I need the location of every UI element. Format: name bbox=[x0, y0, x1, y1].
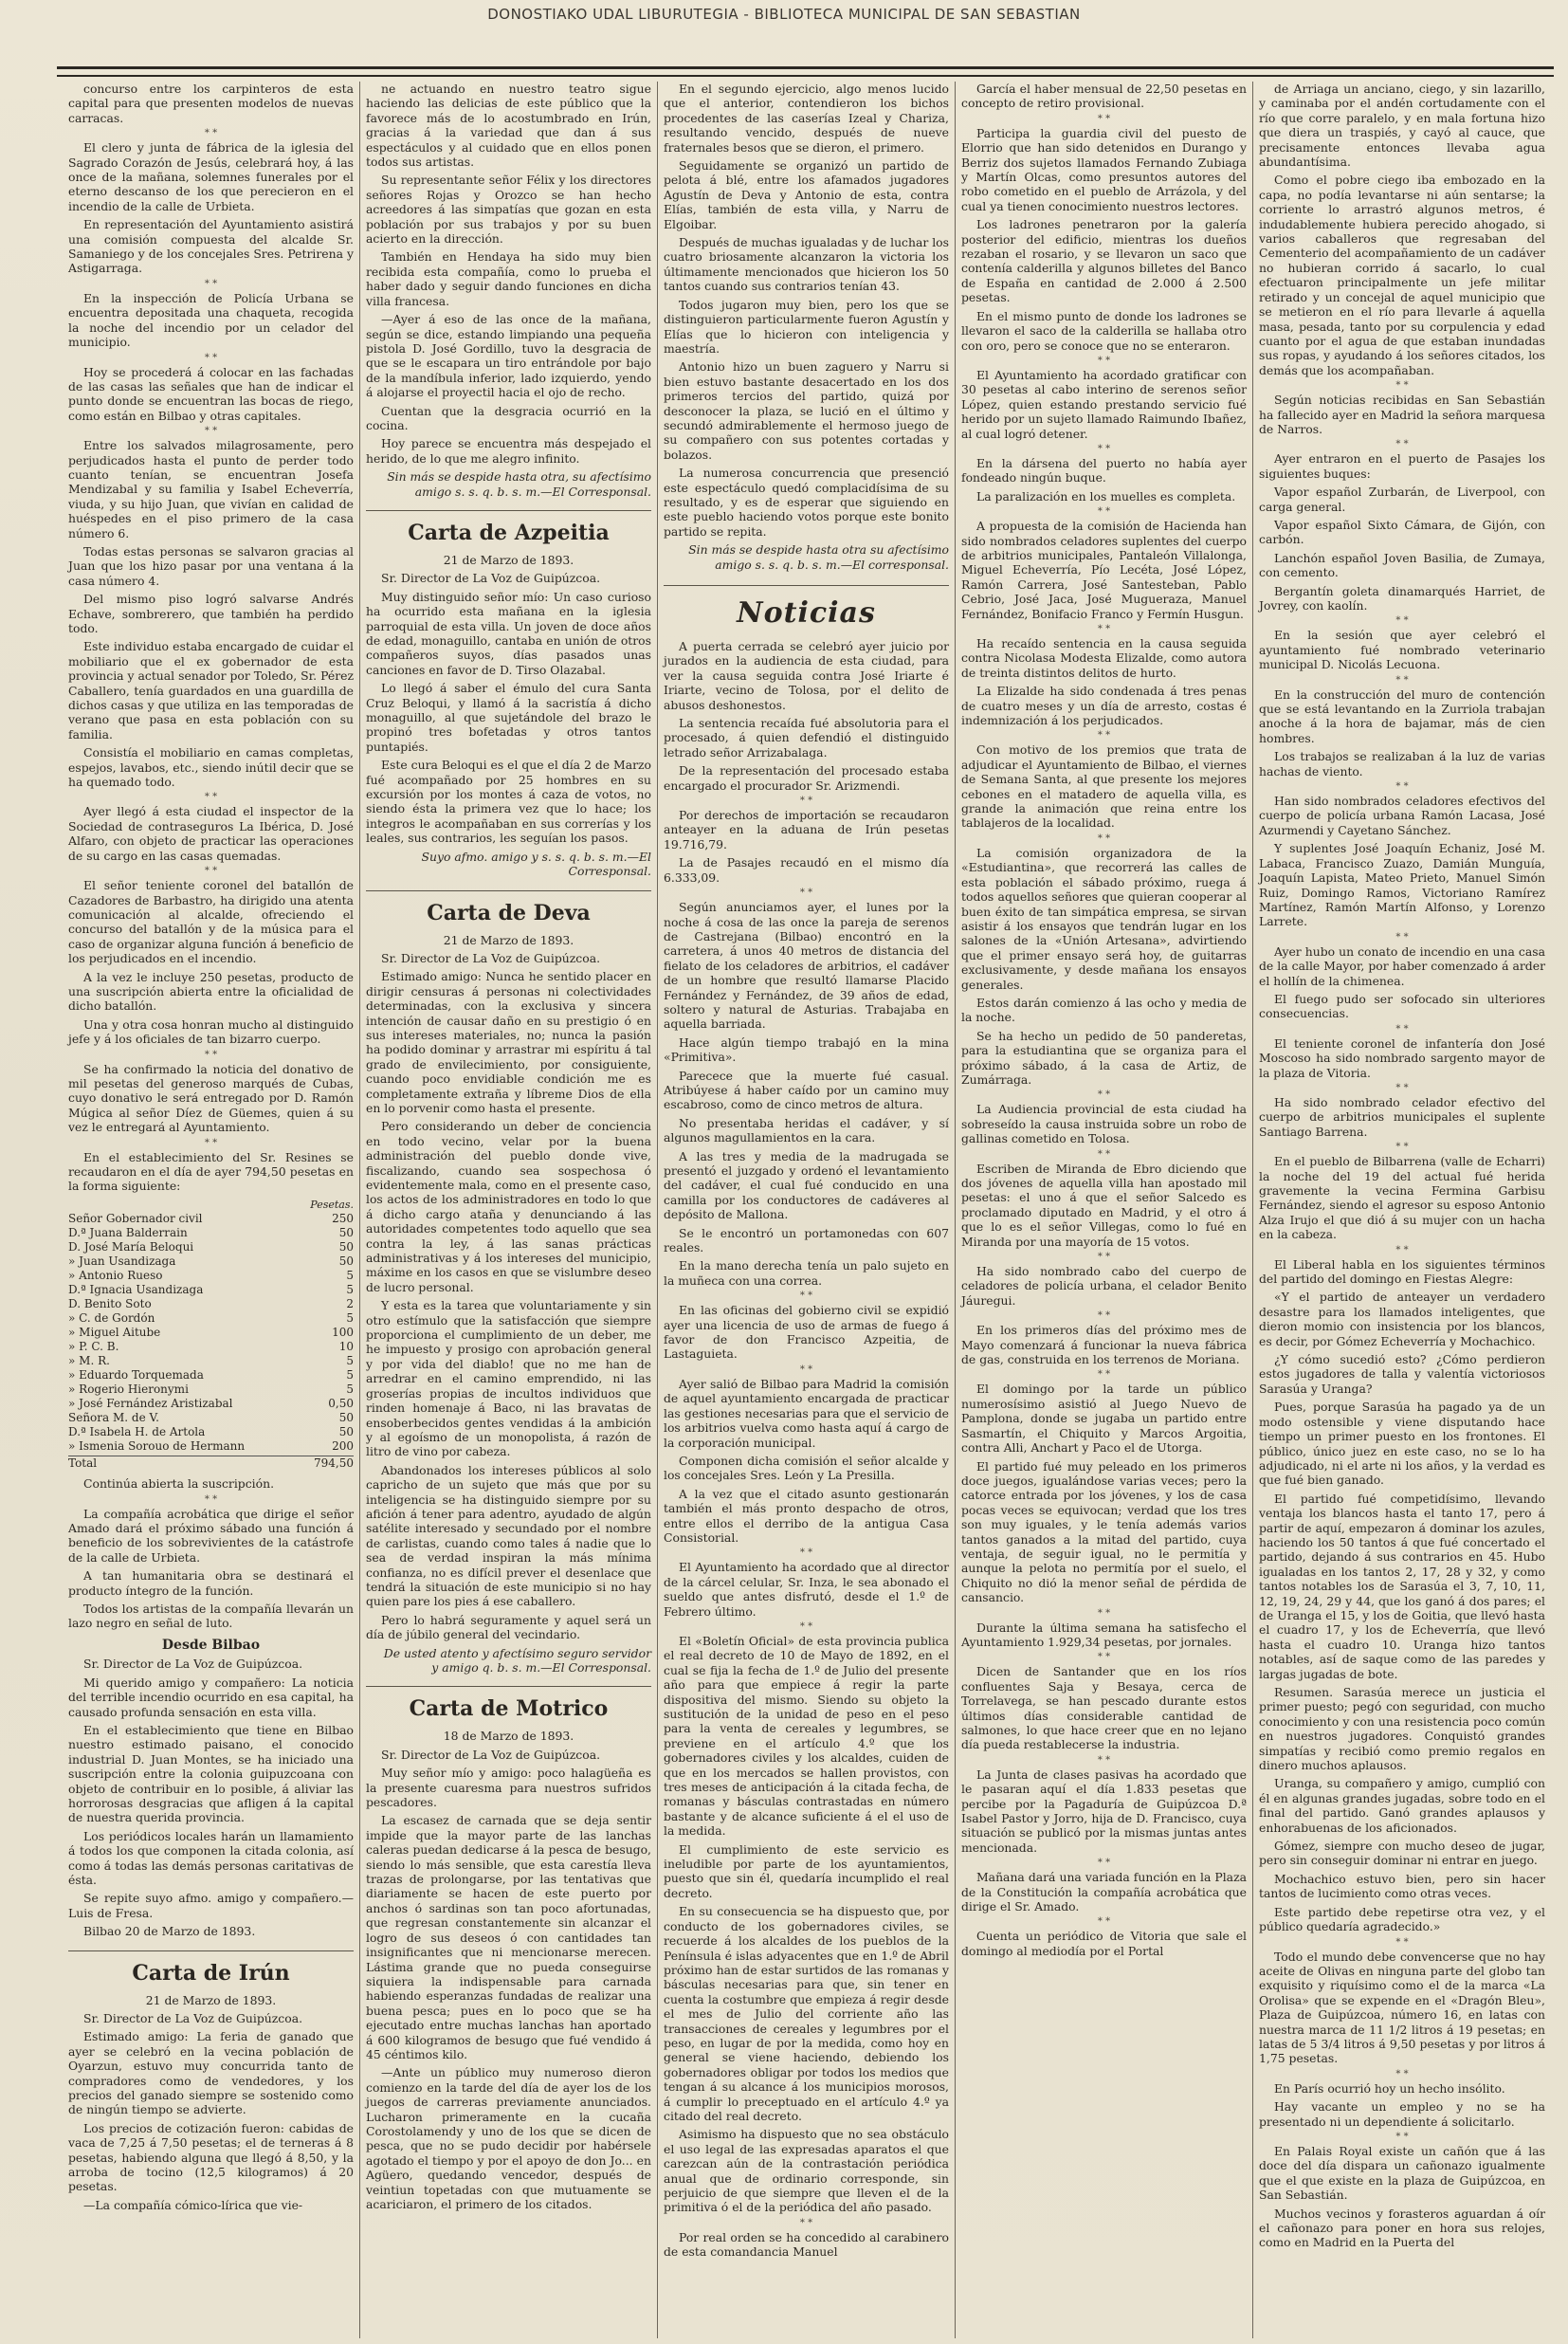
paragraph: De la representación del procesado estaba encargado el procurador Sr. Arizmendi. bbox=[664, 763, 949, 793]
salutation: Sr. Director de La Voz de Guipúzcoa. bbox=[381, 1747, 601, 1762]
paragraph: La numerosa concurrencia que presenció este espectáculo quedó complacidísima de su resultado, y es de esperar que siguiendo en este pueblo haciendo votos porque este bonito partido se repita. bbox=[664, 466, 949, 539]
paragraph: El partido fué muy peleado en los primeros doce juegos, igualándose varias veces; pero la catorce entrada por los jóvenes, y los de casa pocas veces se equivocan; verdad que los tres son muy iguales, y le tenía además varios tantos ganados a la mitad del partido, cuya ventaja, de seguir igual, no le permitía y aunque la pelota no permitía por el suelo, el Chiquito no dió la menor señal de pérdida de cansancio. bbox=[961, 1458, 1247, 1605]
paragraph: concurso entre los carpinteros de esta capital para que presenten modelos de nuevas carracas. bbox=[68, 82, 354, 125]
column-5 bbox=[1253, 82, 1551, 2338]
separator: * * bbox=[204, 352, 218, 363]
donation-row bbox=[68, 1411, 354, 1425]
donor-name: » P. C. B. bbox=[68, 1340, 119, 1354]
paragraph: Por derechos de importación se recaudaron anteayer en la aduana de Irún pesetas 19.716,79. bbox=[664, 808, 949, 852]
dateline: 21 de Marzo de 1893. bbox=[145, 1992, 277, 2007]
paragraph: A la vez que el citado asunto gestionarán también el más pronto despacho de otros, entre ellos el derribo de la antigua Casa Consistorial. bbox=[664, 1486, 949, 1545]
paragraph: Pues, porque Sarasúa ha pagado ya de un modo ostensible y viene disputando hace tiempo un primer puesto en los frontones. El público, único juez en este caso, no se lo ha adjudicado, ni el arte ni los años, y la verdad es que fué bien ganado. bbox=[1259, 1400, 1545, 1488]
paragraph: Seguidamente se organizó un partido de pelota á blé, entre los afamados jugadores Agustín de Deva y Antonio de esta, contra Elías, también de esta villa, y Narru de Elgoibar. bbox=[664, 158, 949, 231]
donation-row bbox=[68, 1297, 354, 1311]
separator: * * bbox=[1097, 1090, 1111, 1101]
donor-name: » M. R. bbox=[68, 1354, 110, 1368]
paragraph: En las oficinas del gobierno civil se expidió ayer una licencia de uso de armas de fuego á favor de don Francisco Azpeitia, de Lastaguieta. bbox=[664, 1303, 949, 1362]
paragraph: Pero lo habrá seguramente y aquel será un día de júbilo general del vecindario. bbox=[366, 1612, 651, 1642]
paragraph: Ayer salió de Bilbao para Madrid la comisión de aquel ayuntamiento encargada de practicar las gestiones necesarias para que el servicio de los arbitrios vuelva como hasta aquí á cargo de la corporación municipal. bbox=[664, 1376, 949, 1450]
paragraph: A la vez le incluye 250 pesetas, producto de una suscripción abierta entre la oficialidad de dicho batallón. bbox=[68, 969, 354, 1014]
paragraph: Todas estas personas se salvaron gracias al Juan que los hizo pasar por una ventana á la casa número 4. bbox=[68, 543, 354, 588]
separator: * * bbox=[1395, 2131, 1409, 2142]
donation-row bbox=[68, 1439, 354, 1454]
donation-amount: 50 bbox=[338, 1425, 354, 1439]
donation-row bbox=[68, 1212, 354, 1226]
paragraph: Ha sido nombrado celador efectivo del cuerpo de arbitrios municipales el suplente Santiago Barrena. bbox=[1259, 1094, 1545, 1139]
paragraph: Todos los artistas de la compañía llevarán un lazo negro en señal de luto. bbox=[68, 1602, 354, 1631]
signature: Sin más se despide hasta otra su afectísimo amigo s. s. q. b. s. m.—El corresponsal. bbox=[688, 542, 949, 572]
paragraph: Muy señor mío y amigo: poco halagüeña es la presente cuaresma para nuestros sufridos pescadores. bbox=[366, 1766, 651, 1810]
section-heading-bilbao: Desde Bilbao bbox=[161, 1637, 261, 1653]
donation-amount: 5 bbox=[346, 1269, 354, 1283]
donor-name: » Antonio Rueso bbox=[68, 1269, 163, 1283]
paragraph: Ha recaído sentencia en la causa seguida contra Nicolasa Modesta Elizalde, como autora de treinta distintos delitos de hurto. bbox=[961, 636, 1247, 680]
donation-amount: 50 bbox=[338, 1411, 354, 1425]
donation-row bbox=[68, 1326, 354, 1340]
donation-amount: 10 bbox=[338, 1340, 354, 1354]
paragraph: La paralización en los muelles es completa. bbox=[976, 488, 1236, 504]
donation-amount: 2 bbox=[346, 1297, 354, 1311]
paragraph: Este individuo estaba encargado de cuidar el mobiliario que el ex gobernador de esta provincia y actual senador por Toledo, Sr. Pérez Caballero, tenía guardados en una guardilla de dichos casas y que utiliza en las temporadas de verano que pasa en esta población con su familia. bbox=[68, 639, 354, 742]
paragraph: El «Boletín Oficial» de esta provincia publica el real decreto de 10 de Mayo de 1892, en el cual se fija la fecha de 1.º de Julio del presente año para que empiece á regir la parte dispositiva del mismo. Siendo su objeto la sustitución de la unidad de peso en el peso para la venta de cereales y legumbres, se previene en el artículo 4.º que los gobernadores civiles y los alcaldes, cuiden de que en los mercados se hallen provistos, con tres meses de anticipación á la citada fecha, de romanas y básculas contrastadas en número bastante y de alcance suficiente á el el uso de la medida. bbox=[664, 1633, 949, 1839]
paragraph: Vapor español Sixto Cámara, de Gijón, con carbón. bbox=[1259, 517, 1545, 547]
paragraph: No presentaba heridas el cadáver, y sí algunos magullamientos en la cara. bbox=[664, 1115, 949, 1145]
paragraph: En los primeros días del próximo mes de Mayo comenzará á funcionar la nueva fábrica de gas, construida en los terrenos de Moriana. bbox=[961, 1323, 1247, 1367]
salutation: Sr. Director de La Voz de Guipúzcoa. bbox=[83, 1657, 303, 1672]
signature: Sin más se despide hasta otra, su afectísimo amigo s. s. q. b. s. m.—El Corresponsal. bbox=[387, 469, 651, 499]
salutation: Sr. Director de La Voz de Guipúzcoa. bbox=[83, 2011, 303, 2025]
donation-amount: 5 bbox=[346, 1383, 354, 1397]
paragraph: En la dársena del puerto no había ayer fondeado ningún buque. bbox=[961, 455, 1247, 485]
separator: * * bbox=[1097, 1148, 1111, 1160]
column-3 bbox=[658, 82, 956, 2338]
paragraph: Hoy parece se encuentra más despejado el herido, de lo que me alegro infinito. bbox=[366, 436, 651, 466]
donation-amount: 5 bbox=[346, 1368, 354, 1383]
separator: * * bbox=[1395, 615, 1409, 627]
donor-name: » Rogerio Hieronymi bbox=[68, 1383, 189, 1397]
paragraph: Se repite suyo afmo. amigo y compañero.—Luis de Fresa. bbox=[68, 1891, 354, 1920]
donor-name: » José Fernández Aristizabal bbox=[68, 1397, 233, 1411]
donation-row bbox=[68, 1397, 354, 1411]
paragraph: Componen dicha comisión el señor alcalde y los concejales Sres. León y La Presilla. bbox=[664, 1453, 949, 1483]
separator: * * bbox=[799, 1291, 813, 1302]
paragraph: Después de muchas igualadas y de luchar los cuatro briosamente alcanzaron la victoria los últimamente mencionados que hicieron los 50 tantos cuando sus contrarios tenían 43. bbox=[664, 235, 949, 294]
paragraph: Hace algún tiempo trabajó en la mina «Primitiva». bbox=[664, 1035, 949, 1065]
section-heading-noticias: Noticias bbox=[664, 585, 949, 630]
paragraph: Los ladrones penetraron por la galería posterior del edificio, mientras los dueños rezaban el rosario, y se llevaron un saco que contenía calderilla y algunos billetes del Banco de España en cantidad de 2.000 á 2.500 pesetas. bbox=[961, 217, 1247, 305]
dateline: Bilbao 20 de Marzo de 1893. bbox=[83, 1924, 256, 1939]
separator: * * bbox=[1097, 624, 1111, 634]
separator: * * bbox=[1097, 833, 1111, 844]
separator: * * bbox=[204, 1049, 218, 1060]
paragraph: El partido fué competidísimo, llevando ventaja los blancos hasta el tanto 17, pero á partir de aquí, empezaron á dominar los azules, haciendo los 50 tantos á que fué concertado el partido, dejando á sus contrarios en 45. Hubo igualadas en los tantos 2, 17, 28 y 32, y como tantos notables los de Sarasúa el 3, 7, 10, 11, 12, 19, 24, 29 y 44, que los ganó á dos pares; el de Uranga el 15, y los de Goitia, que llevó hasta el cuadro 17, y los de Echeverría, que llevó hasta el cuadro 10. Uranga hizo tantos notables, así de saque como de las paredes y largas jugadas de bote. bbox=[1259, 1491, 1545, 1681]
separator: * * bbox=[1395, 781, 1409, 793]
paragraph: Hoy se procederá á colocar en las fachadas de las casas las señales que han de indicar el punto donde se encuentran las bocas de riego, como están en Bilbao y otras capitales. bbox=[68, 364, 354, 423]
paragraph: Consistía el mobiliario en camas completas, espejos, lavabos, etc., siendo inútil decir que se ha quemado todo. bbox=[68, 745, 354, 790]
paragraph: Muy distinguido señor mío: Un caso curioso ha ocurrido esta mañana en la iglesia parroquial de esta villa. Un joven de doce años de edad, monaguillo, cantaba en unión de otros compañeros suyos, días pasados unas canciones en favor de D. Tirso Olazabal. bbox=[366, 589, 651, 677]
paragraph: Entre los salvados milagrosamente, pero perjudicados hasta el punto de perder todo cuanto tenían, se encuentran Josefa Mendizabal y su familia y Isabel Echeverría, viuda, y su hijo Juan, que vivían en calidad de huéspedes en el piso primero de la casa número 6. bbox=[68, 438, 354, 540]
paragraph: En su consecuencia se ha dispuesto que, por conducto de los gobernadores civiles, se recuerde á los alcaldes de los pueblos de la Península é islas adyacentes que en 1.º de Abril próximo han de estar surtidos de las romanas y básculas necesarias para que, sin tener en cuenta la costumbre que empieza á regir desde el mes de Julio del corriente año las transacciones de cereales y legumbres por el peso, en lugar de por la medida, como hoy en general se viene haciendo, debiendo los gobernadores obligar por todos los medios que tengan á su alcance á los municipios morosos, á cumplir lo preceptuado en el artículo 4.º ya citado del real decreto. bbox=[664, 1904, 949, 2123]
paragraph: Gómez, siempre con mucho deseo de jugar, pero sin conseguir dominar ni entrar en juego. bbox=[1259, 1839, 1545, 1868]
separator: * * bbox=[799, 796, 813, 807]
separator: * * bbox=[1097, 443, 1111, 454]
separator: * * bbox=[1097, 1858, 1111, 1869]
separator: * * bbox=[1395, 2068, 1409, 2079]
signature: De usted atento y afectísimo seguro servidor y amigo q. b. s. m.—El Corresponsal. bbox=[383, 1645, 651, 1675]
separator: * * bbox=[799, 1364, 813, 1375]
separator: * * bbox=[204, 426, 218, 437]
paragraph: En representación del Ayuntamiento asistirá una comisión compuesta del alcalde Sr. Samaniego y de los concejales Sres. Petrirena y Astigarraga. bbox=[68, 217, 354, 276]
paragraph: Dicen de Santander que en los ríos confluentes Saja y Besaya, cerca de Torrelavega, se han pescado durante estos últimos días considerable cantidad de salmones, lo que hace creer que en no lejano día pueda restablecerse la industria. bbox=[961, 1664, 1247, 1752]
separator: * * bbox=[799, 1621, 813, 1632]
paragraph: García el haber mensual de 22,50 pesetas en concepto de retiro provisional. bbox=[961, 82, 1247, 111]
donation-row bbox=[68, 1354, 354, 1368]
donor-name: » C. de Gordón bbox=[68, 1311, 155, 1326]
separator: * * bbox=[1395, 1082, 1409, 1093]
paragraph: Los periódicos locales harán un llamamiento á todos los que componen la citada colonia, así como á todas las demás personas caritativas de ésta. bbox=[68, 1828, 354, 1887]
section-heading-irun: Carta de Irún bbox=[68, 1950, 354, 1986]
paragraph: El clero y junta de fábrica de la iglesia del Sagrado Corazón de Jesús, celebrará hoy, á las once de la mañana, solemnes funerales por el eterno descanso de los que perecieron en el incendio de la calle de Urbieta. bbox=[68, 140, 354, 213]
section-heading-motrico: Carta de Motrico bbox=[366, 1686, 651, 1721]
paragraph: Por real orden se ha concedido al carabinero de esta comandancia Manuel bbox=[664, 2229, 949, 2260]
donation-row bbox=[68, 1226, 354, 1240]
separator: * * bbox=[1097, 1369, 1111, 1381]
paragraph: El teniente coronel de infantería don José Moscoso ha sido nombrado sargento mayor de la plaza de Vitoria. bbox=[1259, 1035, 1545, 1080]
paragraph: «Y el partido de anteayer un verdadero desastre para los llamados inteligentes, que dieron momio con insistencia por los blancos, es decir, por Gómez Echeverría y Mochachico. bbox=[1259, 1290, 1545, 1348]
paragraph: Ayer entraron en el puerto de Pasajes los siguientes buques: bbox=[1259, 451, 1545, 481]
paragraph: En el pueblo de Bilbarrena (valle de Echarri) la noche del 19 del actual fué herida gravemente la vecina Fermina Garbisu Fernández, siendo el agresor su esposo Antonio Alza Irujo el que dió á su mujer con un hacha en la cabeza. bbox=[1259, 1154, 1545, 1242]
salutation: Sr. Director de La Voz de Guipúzcoa. bbox=[381, 571, 601, 586]
donor-name: D.ª Juana Balderrain bbox=[68, 1226, 188, 1240]
paragraph: Antonio hizo un buen zaguero y Narru si bien estuvo bastante desacertado en los dos primeros tercios del partido, quizá por desconocer la plaza, se lució en el último y secundó admirablemente el hermoso juego de su compañero con sus potentes cortadas y bolazos. bbox=[664, 359, 949, 462]
paragraph: Y suplentes José Joaquín Echaniz, José M. Labaca, Francisco Zuazo, Damián Munguía, Joaquín Lapista, Mateo Prieto, Manuel Simón Ruiz, Domingo Ramos, Victoriano Ramírez Martínez, Ramón Martín Alfonso, y Lorenzo Larrete. bbox=[1259, 841, 1545, 929]
dateline: 21 de Marzo de 1893. bbox=[443, 932, 574, 947]
separator: * * bbox=[204, 866, 218, 877]
donation-amount: 5 bbox=[346, 1283, 354, 1297]
paragraph: Mi querido amigo y compañero: La noticia del terrible incendio ocurrido en esa capital, ha causado profunda sensación en esta villa. bbox=[68, 1675, 354, 1719]
donation-list bbox=[68, 1198, 354, 1471]
paragraph: En la inspección de Policía Urbana se encuentra depositada una chaqueta, recogida la noche del incendio por un celador del municipio. bbox=[68, 290, 354, 350]
paragraph: El Ayuntamiento ha acordado que al director de la cárcel celular, Sr. Inza, le sea abonado el sueldo que antes disfrutó, desde el 1.º de Febrero último. bbox=[664, 1560, 949, 1619]
paragraph: ne actuando en nuestro teatro sigue haciendo las delicias de este público que la favorece más de lo acostumbrado en Irún, gracias á la variedad que dan á sus espectáculos y al cuidado que en ellos ponen todos sus artistas. bbox=[366, 82, 651, 170]
paragraph: Abandonados los intereses públicos al solo capricho de un sujeto que más que por su inteligencia se ha distinguido siempre por su afición á tener para adentro, ayudado de algún satélite interesado y secundado por el nombre de carlistas, cuando como tales á nadie que lo sea de verdad inspiran la más mínima confianza, no es difícil prever el desenlace que tendrá la situación de este municipio si no hay quien pare los pies á ese caballero. bbox=[366, 1462, 651, 1609]
separator: * * bbox=[1395, 1936, 1409, 1948]
paragraph: Uranga, su compañero y amigo, cumplió con él en algunas grandes jugadas, sobre todo en el final del partido. Ganó grandes aplausos y enhorabuenas de los aficionados. bbox=[1259, 1776, 1545, 1835]
donor-name: Señor Gobernador civil bbox=[68, 1212, 203, 1226]
donation-row bbox=[68, 1240, 354, 1254]
paragraph: El fuego pudo ser sofocado sin ulteriores consecuencias. bbox=[1259, 991, 1545, 1021]
separator: * * bbox=[204, 128, 218, 139]
paragraph: En Palais Royal existe un cañón que á las doce del día dispara un cañonazo igualmente que el que existe en la plaza de Guipúzcoa, en San Sebastián. bbox=[1259, 2143, 1545, 2203]
list-header: Pesetas. bbox=[310, 1198, 354, 1211]
paragraph: Ha sido nombrado cabo del cuerpo de celadores de policía urbana, el celador Benito Jáuregui. bbox=[961, 1264, 1247, 1308]
paragraph: Como el pobre ciego iba embozado en la capa, no podía levantarse ni aún sentarse; la corriente lo arrastró algunos metros, é indudablemente hubiera perecido ahogado, si varios caballeros que regresaban del Cementerio del acompañamiento de un cadáver no hubieran corrido á sacarlo, lo cual efectuaron principalmente un jefe militar retirado y un concejal de aquel municipio que se metieron en el río para llevarle á aquella masa, pesada, tanto por su corpulencia y edad cuanto por el agua de que estaban inundadas sus ropas, y ayudando á los señores citados, los demás que los acompañaban. bbox=[1259, 173, 1545, 377]
paragraph: Pero considerando un deber de conciencia en todo vecino, velar por la buena administración del pueblo donde vive, fiscalizando, cuando sea sospechosa ó evidentemente mala, como en el presente caso, los actos de los administradores en todo lo que á dicho cargo ataña y denunciando á las autoridades competentes todo aquello que sea contra la ley, á las sanas prácticas administrativas y á los intereses del municipio, máxime en los casos en que se vislumbre deseo de lucro personal. bbox=[366, 1119, 651, 1294]
paragraph: En París ocurrió hoy un hecho insólito. bbox=[1274, 2080, 1505, 2096]
paragraph: El cumplimiento de este servicio es ineludible por parte de los ayuntamientos, puesto que sin él, quedaría incumplido el real decreto. bbox=[664, 1841, 949, 1900]
paragraph: Una y otra cosa honran mucho al distinguido jefe y á los oficiales de tan bizarro cuerpo. bbox=[68, 1016, 354, 1047]
separator: * * bbox=[1395, 1142, 1409, 1153]
separator: * * bbox=[1097, 1652, 1111, 1663]
donation-amount: 5 bbox=[346, 1354, 354, 1368]
paragraph: Estimado amigo: Nunca he sentido placer en dirigir censuras á personas ni colectividades determinadas, con la exclusiva y sincera intención de causar daño en su prestigio ó en sus intereses materiales, no; nunca la pasión ha podido dominar y arrastrar mi espíritu á tal grado de envilecimiento, por consiguiente, cuando poco envidiable condición me es completamente extraña y líbreme Dios de ella en lo porvenir como hasta el presente. bbox=[366, 969, 651, 1115]
separator: * * bbox=[204, 1137, 218, 1148]
paragraph: Este cura Beloqui es el que el día 2 de Marzo fué acompañado por 25 hombres en su excursión por los montes á caza de votos, no siendo ésta la primera vez que lo hace; los integros le acompañaban en sus correrías y los leales, sus contrarios, les seguían los pasos. bbox=[366, 758, 652, 846]
separator: * * bbox=[204, 1493, 218, 1505]
paragraph: Bergantín goleta dinamarqués Harriet, de Jovrey, con kaolín. bbox=[1259, 583, 1545, 613]
paragraph: La comisión organizadora de la «Estudiantina», que recorrerá las calles de esta población el sábado próximo, ruega á todos aquellos señores que quieran cooperar al buen éxito de tan simpática empresa, se sirvan asistir á los ensayos que tendrán lugar en los salones de la «Unión Artesana», advirtiendo que el primer ensayo será hoy, de guitarras exclusivamente, y desde mañana los ensayos generales. bbox=[961, 845, 1247, 992]
paragraph: Todo el mundo debe convencerse que no hay aceite de Olivas en ninguna parte del globo tan exquisito y riquísimo como el de la marca «La Orolisa» que se expende en el «Dragón Bleu», Plaza de Guipúzcoa, número 16, en latas con nuestra marca de 11 1/2 litros á 19 pesetas; en latas de 5 3/4 litros á 9,50 pesetas y por litros á 1,75 pesetas. bbox=[1259, 1949, 1545, 2066]
paragraph: Ayer llegó á esta ciudad el inspector de la Sociedad de contraseguros La Ibérica, D. José Alfaro, con objeto de practicar las operaciones de su cargo en las casas quemadas. bbox=[68, 804, 354, 863]
paragraph: Estos darán comienzo á las ocho y media de la noche. bbox=[961, 995, 1247, 1025]
donor-name: D. José María Beloqui bbox=[68, 1240, 194, 1254]
separator: * * bbox=[1395, 674, 1409, 686]
donor-name: D.ª Isabela H. de Artola bbox=[68, 1425, 206, 1439]
paragraph: de Arriaga un anciano, ciego, y sin lazarillo, y caminaba por el andén cortudamente con el río que corre paralelo, y en mala fortuna hizo que diera un traspiés, y cayó al cauce, que precisamente entonces llevaba agua abundantísima. bbox=[1259, 82, 1545, 170]
donor-name: » Ismenia Sorouo de Hermann bbox=[68, 1439, 246, 1454]
donor-name: » Eduardo Torquemada bbox=[68, 1368, 204, 1383]
separator: * * bbox=[799, 888, 813, 899]
paragraph: El Ayuntamiento ha acordado gratificar con 30 pesetas al cabo interino de serenos señor López, quien estando prestando servicio fué herido por un sujeto llamado Raimundo Ibañez, al cual logró detener. bbox=[961, 367, 1247, 441]
paragraph: Todos jugaron muy bien, pero los que se distinguieron particularmente fueron Agustín y Elías que lo hicieron con inteligencia y maestría. bbox=[664, 297, 949, 356]
donation-row bbox=[68, 1254, 354, 1269]
paragraph: Han sido nombrados celadores efectivos del cuerpo de policía urbana Ramón Lacasa, José Azurmendi y Cayetano Sánchez. bbox=[1259, 794, 1545, 837]
top-rule bbox=[57, 66, 1554, 77]
donation-amount: 200 bbox=[332, 1439, 354, 1454]
dateline: 18 de Marzo de 1893. bbox=[443, 1729, 574, 1744]
donation-amount: 250 bbox=[332, 1212, 354, 1226]
paragraph: Resumen. Sarasúa merece un justicia el primer puesto; pegó con seguridad, con mucho conocimiento y con una resistencia poco común en nuestros jugadores. Conquistó grandes simpatías y recibió como premio regalos en dinero muchos aplausos. bbox=[1259, 1685, 1545, 1773]
paragraph: La Audiencia provincial de esta ciudad ha sobreseído la causa instruida sobre un robo de gallinas cometido en Tolosa. bbox=[961, 1102, 1247, 1146]
paragraph: Este partido debe repetirse otra vez, y el público quedaría agradecido.» bbox=[1259, 1904, 1545, 1934]
paragraph: La sentencia recaída fué absolutoria para el procesado, á quien defendió el distinguido letrado señor Arrizabalaga. bbox=[664, 716, 949, 760]
paragraph: Los trabajos se realizaban á la luz de varias hachas de viento. bbox=[1259, 749, 1545, 778]
paragraph: En la sesión que ayer celebró el ayuntamiento fué nombrado veterinario municipal D. Nicolás Lecuona. bbox=[1259, 628, 1545, 672]
paragraph: A las tres y media de la madrugada se presentó el juzgado y ordenó el levantamiento del cadáver, el cual fué conducido en una camilla por los conductores de cadáveres al depósito de Mallona. bbox=[664, 1148, 949, 1222]
paragraph: Los precios de cotización fueron: cabidas de vaca de 7,25 á 7,50 pesetas; el de terneras á 8 pesetas, habiendo alguna que llegó á 8,50, y la arroba de tocino (12,5 kilogramos) á 20 pesetas. bbox=[68, 2120, 354, 2194]
paragraph: A propuesta de la comisión de Hacienda han sido nombrados celadores suplentes del cuerpo de arbitrios municipales, Pantaleón Villalonga, Miguel Echeverría, Pío Lecéta, José López, Ramón Carrera, José Santesteban, Pablo Cebrio, José Jaca, José Mugueraza, Manuel Fernández, Bonifacio Franco y Fermín Husgun. bbox=[961, 519, 1247, 621]
paragraph: Lanchón español Joven Basilia, de Zumaya, con cemento. bbox=[1259, 550, 1545, 580]
donation-row bbox=[68, 1283, 354, 1297]
paragraph: Cuentan que la desgracia ocurrió en la cocina. bbox=[366, 403, 651, 432]
donor-name: Señora M. de V. bbox=[68, 1411, 159, 1425]
paragraph: La Elizalde ha sido condenada á tres penas de cuatro meses y un día de arresto, costas é indemnización á los perjudicados. bbox=[961, 684, 1247, 728]
paragraph: También en Hendaya ha sido muy bien recibida esta compañía, como lo prueba el haber dado y seguir dando funciones en dicha villa francesa. bbox=[366, 249, 651, 308]
donation-amount: 0,50 bbox=[328, 1397, 354, 1411]
donation-row bbox=[68, 1269, 354, 1283]
donation-amount: 50 bbox=[338, 1254, 354, 1269]
paragraph: Y esta es la tarea que voluntariamente y sin otro estímulo que la satisfacción que siempre proporciona el cumplimiento de un deber, me he impuesto y prosigo con aprobación general y por vida del diablo! que no me han de arredrar en el camino emprendido, ni las groserías propias de incultos individuos que rinden homenaje á Baco, ni las bravatas de ensoberbecidos gentes vendidas á la ambición y al egoísmo de un monopolista, á razón de litro de vino por cabeza. bbox=[366, 1298, 651, 1459]
donor-name: » Miguel Aitube bbox=[68, 1326, 161, 1340]
separator: * * bbox=[204, 792, 218, 803]
donor-name: » Juan Usandizaga bbox=[68, 1254, 176, 1269]
paragraph: El Liberal habla en los siguientes términos del partido del domingo en Fiestas Alegre: bbox=[1259, 1256, 1545, 1287]
separator: * * bbox=[1395, 931, 1409, 943]
paragraph: A tan humanitaria obra se destinará el producto íntegro de la función. bbox=[68, 1568, 354, 1598]
paragraph: Durante la última semana ha satisfecho el Ayuntamiento 1.929,34 pesetas, por jornales. bbox=[961, 1620, 1247, 1649]
paragraph: Parecece que la muerte fué casual. Atribúyese á haber caído por un camino muy escabroso, como de cinco metros de altura. bbox=[664, 1068, 949, 1112]
paragraph: Cuenta un periódico de Vitoria que sale el domingo al mediodía por el Portal bbox=[961, 1929, 1247, 1958]
column-2 bbox=[360, 82, 658, 2338]
separator: * * bbox=[1395, 1244, 1409, 1255]
separator: * * bbox=[1097, 506, 1111, 518]
donor-name: D. Benito Soto bbox=[68, 1297, 152, 1311]
paragraph: En la mano derecha tenía un palo sujeto en la muñeca con una correa. bbox=[664, 1258, 949, 1288]
paragraph: Se ha confirmado la noticia del donativo de mil pesetas del generoso marqués de Cubas, cuyo donativo le será entregado por D. Ramón Múgica al señor Díez de Güemes, quien á su vez le entregará al Ayuntamiento. bbox=[68, 1061, 354, 1135]
donation-total bbox=[68, 1456, 354, 1471]
paragraph: La escasez de carnada que se deja sentir impide que la mayor parte de las lanchas caleras puedan dedicarse á la pesca de besugo, siendo lo más sensible, que esta carestía lleva trazas de prolongarse, por las tentativas que diariamente se hacen de este puerto por anchos ó sardinas son tan poco afortunadas, que regresan constantemente sin alcanzar el logro de sus deseos ó con cantidades tan insignificantes que ni mencionarse merecen. Lástima grande que no pueda conseguirse siquiera la indispensable para carnada habiendo esperanzas fundadas de realizar una buena pesca; pues en lo poco que se ha ejecutado entre muchas lanchas han aportado á 600 kilogramos de besugo que fué vendido á 45 céntimos kilo. bbox=[366, 1813, 651, 2061]
paragraph: Según anunciamos ayer, el lunes por la noche á cosa de las once la pareja de serenos de Castrejana (Bilbao) encontró en la carretera, á unos 40 metros de distancia del fielato de los celadores de arbitrios, el cadáver de un hombre que resultó llamarse Placido Fernández y Fernández, de 39 años de edad, soltero y natural de Asturias. Trabajaba en aquella barriada. bbox=[664, 900, 949, 1032]
donation-amount: 50 bbox=[338, 1226, 354, 1240]
paragraph: La Junta de clases pasivas ha acordado que le pasaran aquí el día 1.833 pesetas que percibe por la Pagaduría de Guipúzcoa D.ª Isabel Pastor y Jorro, hija de D. Francisco, cuya situación se publicó por la mismas juntas antes mencionada. bbox=[961, 1767, 1247, 1855]
paragraph: Lo llegó á saber el émulo del cura Santa Cruz Beloqui, y llamó á la sacristía á dicho monaguillo, al que sujetándole del brazo le propinó tres bofetadas y otros tantos puntapiés. bbox=[366, 681, 651, 754]
donation-row bbox=[68, 1368, 354, 1383]
paragraph: —Ante un público muy numeroso dieron comienzo en la tarde del día de ayer los de los juegos de carreras previamente anunciados. Lucharon primeramente en la cucaña Corostolamendy y uno de los que se dicen de pesca, que no se pudo decidir por habérsele agotado el tiempo y por el apoyo de don Jo... en Agüero, quedando vencedor, después de veintiun topetadas con que mutuamente se acariciaron, el primero de los citados. bbox=[366, 2065, 651, 2211]
paragraph: Muchos vecinos y forasteros aguardan á oír el cañonazo para poner en hora sus relojes, como en Madrid en la Puerta del bbox=[1259, 2206, 1545, 2250]
paragraph: Escriben de Miranda de Ebro diciendo que dos jóvenes de aquella villa han apostado mil pesetas: el uno á que el señor Salcedo es proclamado diputado en Madrid, y el otro á que lo es el señor Villegas, como lo fué en Miranda por una mayoría de 15 votos. bbox=[961, 1161, 1247, 1249]
paragraph: En el mismo punto de donde los ladrones se llevaron el saco de la calderilla se hallaba otro con oro, pero se conoce que no se enteraron. bbox=[961, 308, 1247, 353]
donor-name: D.ª Ignacia Usandizaga bbox=[68, 1283, 204, 1297]
total-label: Total bbox=[68, 1456, 98, 1471]
paragraph: —Ayer á eso de las once de la mañana, según se dice, estando limpiando una pequeña pistola D. José Gordillo, tuvo la desgracia de que se le escapara un tiro entrándole por bajo de la mandíbula inferior, lado izquierdo, yendo á alojarse el proyectil hacia el ojo de recho. bbox=[366, 312, 651, 400]
paragraph: En el segundo ejercicio, algo menos lucido que el anterior, contendieron los bichos procedentes de las caserías Izeal y Chariza, resultando vencido, después de nueve fraternales besos que se dieron, el primero. bbox=[664, 82, 949, 155]
separator: * * bbox=[799, 2217, 813, 2228]
paragraph: En la construcción del muro de contención que se está levantando en la Zurriola trabajan anoche á la hora de bajamar, más de cien hombres. bbox=[1259, 687, 1545, 745]
donation-amount: 100 bbox=[332, 1326, 354, 1340]
separator: * * bbox=[799, 1547, 813, 1559]
donation-row bbox=[68, 1425, 354, 1439]
separator: * * bbox=[1097, 1310, 1111, 1322]
separator: * * bbox=[1395, 1023, 1409, 1035]
donation-amount: 5 bbox=[346, 1311, 354, 1326]
separator: * * bbox=[1097, 1916, 1111, 1928]
separator: * * bbox=[1097, 1754, 1111, 1766]
separator: * * bbox=[204, 278, 218, 289]
separator: * * bbox=[1395, 439, 1409, 450]
paragraph: A puerta cerrada se celebró ayer juicio por jurados en la audiencia de esta ciudad, para ver la causa seguida contra José Iriarte é Iriarte, vecino de Tolosa, por el delito de abusos deshonestos. bbox=[664, 639, 949, 712]
paragraph: Estimado amigo: La feria de ganado que ayer se celebró en la vecina población de Oyarzun, estuvo muy concurrida tanto de compradores como de vendedores, y los precios del ganado siempre se sostenido como de ningún tiempo se advierte. bbox=[68, 2029, 354, 2117]
signature: Suyo afmo. amigo y s. s. q. b. s. m.—El Corresponsal. bbox=[421, 849, 651, 879]
paragraph: ¿Y cómo sucedió esto? ¿Cómo perdieron estos jugadores de talla y valentía victoriosos Sarasúa y Uranga? bbox=[1259, 1352, 1545, 1396]
donation-row bbox=[68, 1383, 354, 1397]
donation-rows bbox=[68, 1212, 354, 1454]
paragraph: Asimismo ha dispuesto que no sea obstáculo el uso legal de las expresadas aparatos el que carezcan aún de la contrastación periódica anual que de ordinario corresponde, sin perjuicio de que siempre que lleven el de la primitiva ó el de la periódica del año pasado. bbox=[664, 2127, 949, 2215]
paragraph: La compañía acrobática que dirige el señor Amado dará el próximo sábado una función á beneficio de los sobrevivientes de la catástrofe de la calle de Urbieta. bbox=[68, 1506, 354, 1565]
paragraph: En el establecimiento del Sr. Resines se recaudaron en el día de ayer 794,50 pesetas en la forma siguiente: bbox=[68, 1149, 354, 1194]
paragraph: Se ha hecho un pedido de 50 panderetas, para la estudiantina que se organiza para el próximo sábado, á la casa de Artiz, de Zumárraga. bbox=[961, 1028, 1247, 1087]
separator: * * bbox=[1097, 1252, 1111, 1263]
separator: * * bbox=[1097, 355, 1111, 366]
total-amount: 794,50 bbox=[314, 1456, 354, 1471]
column-4 bbox=[956, 82, 1253, 2338]
columns bbox=[63, 82, 1555, 2338]
paragraph: El domingo por la tarde un público numerosísimo asistió al Juego Nuevo de Pamplona, donde se jugaba un partido entre Sasmartín, el Chiquito y Marcos Argoitia, contra Alli, Anchart y Paco el de Utorga. bbox=[961, 1382, 1247, 1456]
donation-row bbox=[68, 1340, 354, 1354]
paragraph: Su representante señor Félix y los directores señores Rojas y Orozco se han hecho acreedores á las simpatías que gozan en esta población por sus trabajos y por su buen acierto en la dirección. bbox=[366, 173, 651, 247]
library-watermark: DONOSTIAKO UDAL LIBURUTEGIA - BIBLIOTECA MUNICIPAL DE SAN SEBASTIAN bbox=[487, 6, 1081, 23]
paragraph: Del mismo piso logró salvarse Andrés Echave, sombrerero, que también ha perdido todo. bbox=[68, 592, 354, 635]
separator: * * bbox=[1097, 730, 1111, 742]
paragraph: La de Pasajes recaudó en el mismo día 6.333,09. bbox=[664, 855, 949, 885]
section-heading-deva: Carta de Deva bbox=[366, 890, 651, 925]
paragraph: Mochachico estuvo bien, pero sin hacer tantos de lucimiento como otras veces. bbox=[1259, 1871, 1545, 1901]
salutation: Sr. Director de La Voz de Guipúzcoa. bbox=[381, 950, 601, 965]
paragraph: Se le encontró un portamonedas con 607 reales. bbox=[664, 1225, 949, 1255]
dateline: 21 de Marzo de 1893. bbox=[443, 552, 574, 567]
paragraph: Vapor español Zurbarán, de Liverpool, con carga general. bbox=[1259, 485, 1545, 514]
separator: * * bbox=[1395, 380, 1409, 392]
column-1 bbox=[63, 82, 360, 2338]
paragraph: Mañana dará una variada función en la Plaza de la Constitución la compañía acrobática que dirige el Sr. Amado. bbox=[961, 1870, 1247, 1914]
paragraph: Hay vacante un empleo y no se ha presentado ni un dependiente á solicitarlo. bbox=[1259, 2099, 1545, 2129]
paragraph: Con motivo de los premios que trata de adjudicar el Ayuntamiento de Bilbao, el viernes de Semana Santa, al que presente los mejores cebones en el matadero de aquella villa, es grande la animación que reina entre los tablajeros de la localidad. bbox=[961, 742, 1247, 831]
section-heading-azpeitia: Carta de Azpeitia bbox=[366, 510, 651, 545]
paragraph: Según noticias recibidas en San Sebastián ha fallecido ayer en Madrid la señora marquesa de Narros. bbox=[1259, 393, 1545, 436]
separator: * * bbox=[1097, 1607, 1111, 1619]
donation-amount: 50 bbox=[338, 1240, 354, 1254]
paragraph: Ayer hubo un conato de incendio en una casa de la calle Mayor, por haber comenzado á arder el hollín de la chimenea. bbox=[1259, 943, 1545, 988]
donation-row bbox=[68, 1311, 354, 1326]
paragraph: Continúa abierta la suscripción. bbox=[83, 1476, 275, 1492]
paragraph: Participa la guardia civil del puesto de Elorrio que han sido detenidos en Durango y Berriz dos sujetos llamados Fernando Zubiaga y Martín Olcas, como presuntos autores del robo cometido en el pueblo de Arrázola, y del cual ya tienen conocimiento nuestros lectores. bbox=[961, 125, 1247, 213]
paragraph: El señor teniente coronel del batallón de Cazadores de Barbastro, ha dirigido una atenta comunicación al alcalde, ofreciendo el concurso del batallón y de la música para el caso de organizar alguna función á beneficio de los perjudicados en el incendio. bbox=[68, 878, 354, 966]
paragraph: —La compañía cómico-lírica que vie- bbox=[83, 2197, 303, 2212]
separator: * * bbox=[1097, 113, 1111, 124]
paragraph: En el establecimiento que tiene en Bilbao nuestro estimado paisano, el conocido industrial D. Juan Montes, se ha iniciado una suscripción entre la colonia guipuzcoana con objeto de contribuir en lo posible, á aliviar las horrorosas desgracias que afligen á la capital de nuestra querida provincia. bbox=[68, 1722, 354, 1825]
